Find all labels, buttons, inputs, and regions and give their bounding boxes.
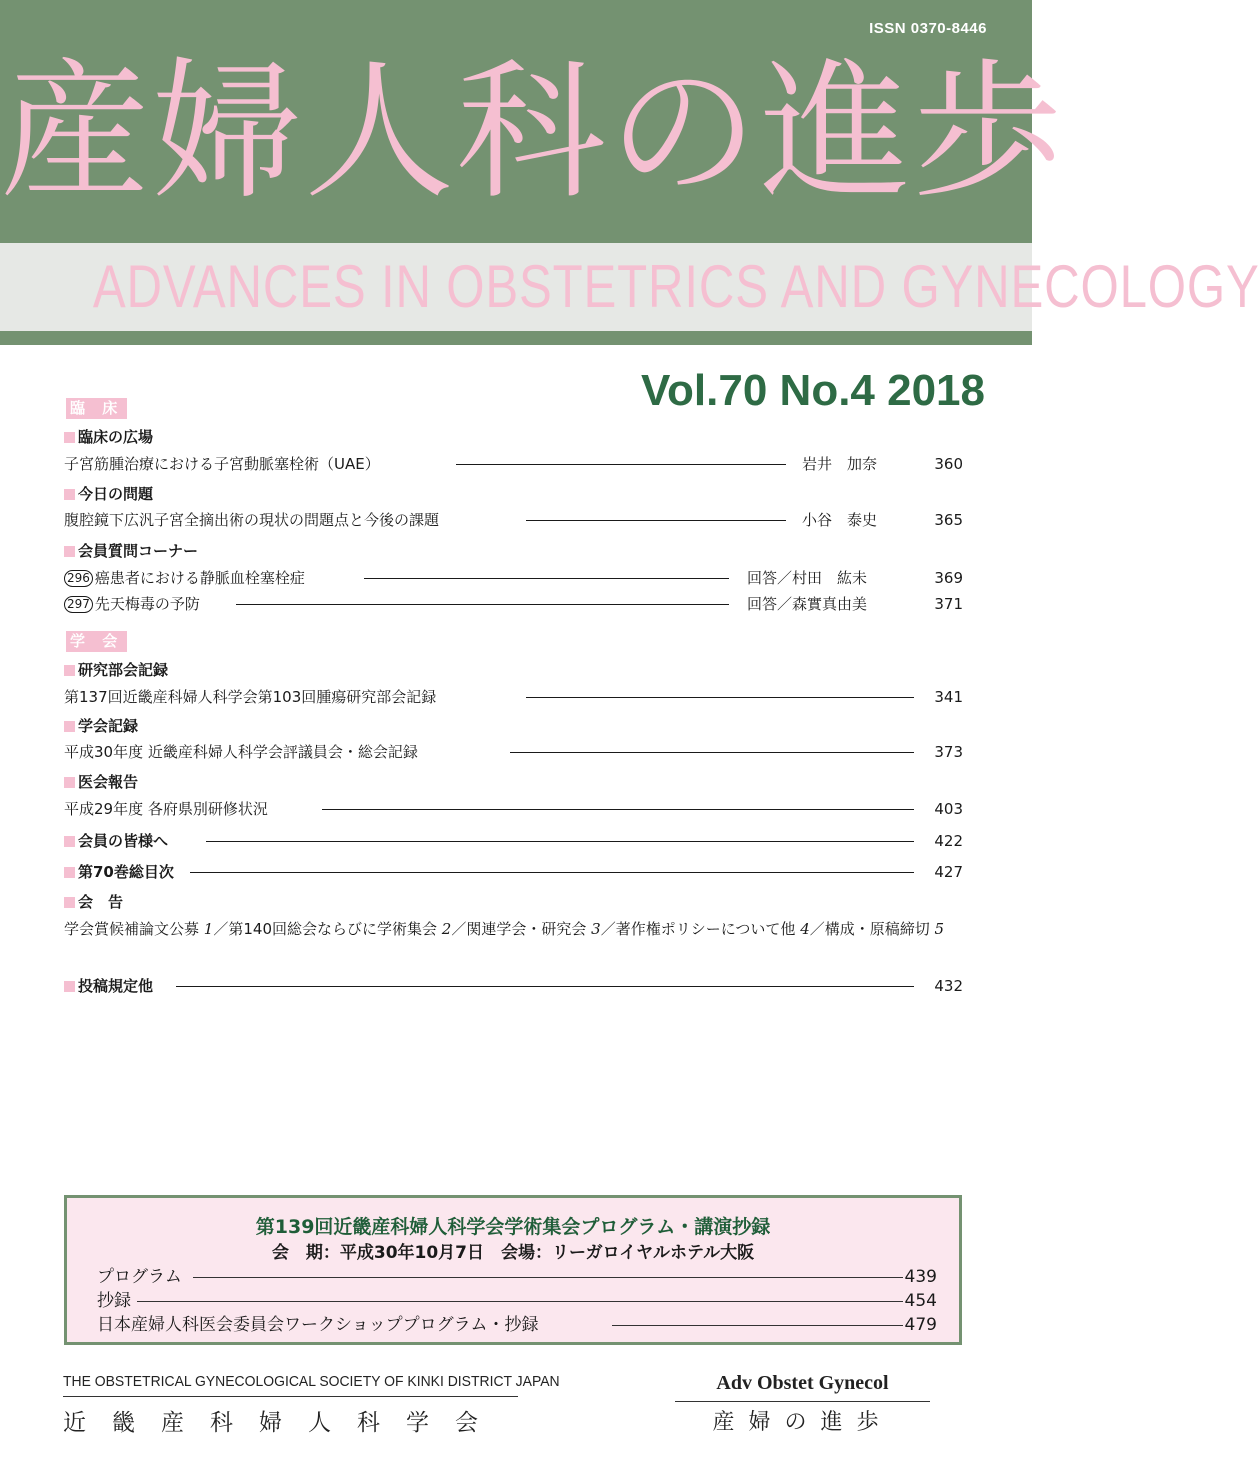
leader-line [526,697,914,698]
entry-page: 371 [934,595,963,613]
volume-info: Vol.70 No.4 2018 [640,366,985,415]
category-society: 学 会 [66,631,127,652]
toc-entry[interactable] [64,742,963,762]
entry-page: 403 [934,800,963,818]
leader-line [190,872,914,873]
society-name-en: THE OBSTETRICAL GYNECOLOGICAL SOCIETY OF KINKI DISTRICT JAPAN [63,1373,560,1390]
toc-entry[interactable] [64,454,963,474]
leader-line [364,578,729,579]
question-number: 296 [64,570,93,587]
entry-title: 平成29年度 各府県別研修状況 [64,800,268,818]
toc-entry[interactable] [64,862,963,882]
notice-item[interactable]: 第140回総会ならびに学術集会 2 [228,920,452,938]
square-bullet-icon [64,897,75,908]
section-heading: 学会記録 [64,716,138,736]
toc-entry[interactable] [64,594,963,614]
issn: ISSN 0370-8446 [869,20,987,37]
journal-title-jp: 産婦人科の進歩 [0,46,1065,220]
leader-line [612,1325,903,1326]
english-title-band [0,243,1260,331]
entry-title: 第70巻総目次 [64,862,174,882]
notices-list: 学会賞候補論文公募 1／第140回総会ならびに学術集会 2／関連学会・研究会 3／著作権ポリシーについて他 4／構成・原稿締切 5 [64,920,945,938]
section-heading: 研究部会記録 [64,660,168,680]
leader-line [236,604,729,605]
journal-abbreviation-en: Adv Obstet Gynecol [716,1372,889,1394]
program-item[interactable] [97,1266,937,1288]
entry-title: 腹腔鏡下広汎子宮全摘出術の現状の問題点と今後の課題 [64,511,440,529]
divider [63,1396,518,1397]
square-bullet-icon [64,777,75,788]
leader-line [322,809,914,810]
program-item-page: 479 [904,1315,937,1335]
leader-line [510,752,914,753]
square-bullet-icon [64,546,75,557]
entry-title: 平成30年度 近畿産科婦人科学会評議員会・総会記録 [64,743,418,761]
entry-page: 373 [934,743,963,761]
toc-entry[interactable] [64,976,963,996]
toc-entry[interactable] [64,568,963,588]
entry-page: 360 [934,455,963,473]
journal-title-en: ADVANCES IN OBSTETRICS AND GYNECOLOGY [92,253,1260,320]
entry-page: 422 [934,832,963,850]
entry-title: 子宮筋腫治療における子宮動脈塞栓術（UAE） [64,455,380,473]
notice-item[interactable]: 学会賞候補論文公募 1 [64,920,214,938]
notice-item[interactable]: 関連学会・研究会 3 [466,920,601,938]
entry-title: 会員の皆様へ [64,831,168,851]
square-bullet-icon [64,432,75,443]
entry-title: 投稿規定他 [64,976,153,996]
square-bullet-icon [64,489,75,500]
section-heading: 会 告 [64,892,123,912]
entry-page: 365 [934,511,963,529]
section-heading: 会員質問コーナー [64,541,198,561]
entry-page: 427 [934,863,963,881]
journal-abbreviation-jp: 産婦の進歩 [712,1410,893,1435]
square-bullet-icon [64,867,75,878]
program-item-title: 日本産婦人科医会委員会ワークショッププログラム・抄録 [97,1315,539,1335]
program-item[interactable] [97,1290,937,1312]
divider [675,1401,930,1402]
program-item-page: 439 [904,1267,937,1287]
section-heading: 医会報告 [64,772,138,792]
toc-entry[interactable] [64,799,963,819]
toc-entry[interactable] [64,687,963,707]
section-heading: 臨床の広場 [64,427,153,447]
toc-entry[interactable] [64,831,963,851]
square-bullet-icon [64,665,75,676]
divider-strip [0,331,1032,345]
entry-title: 297 先天梅毒の予防 [64,594,200,614]
toc-entry[interactable] [64,510,963,530]
program-item-title: プログラム [97,1267,182,1287]
program-title: 第139回近畿産科婦人科学会学術集会プログラム・講演抄録 [255,1216,771,1238]
entry-page: 341 [934,688,963,706]
program-subtitle: 会 期：平成30年10月7日 会場：リーガロイヤルホテル大阪 [271,1243,755,1263]
entry-title: 296 癌患者における静脈血栓塞栓症 [64,568,305,588]
entry-author: 岩井 加奈 [802,455,878,473]
section-heading: 今日の問題 [64,484,153,504]
program-item[interactable] [97,1314,937,1336]
program-item-page: 454 [904,1291,937,1311]
leader-line [526,520,786,521]
question-number: 297 [64,596,93,613]
program-box [64,1195,962,1345]
entry-author: 回答／村田 紘未 [747,569,868,587]
leader-line [137,1301,903,1302]
entry-title: 第137回近畿産科婦人科学会第103回腫瘍研究部会記録 [64,688,437,706]
leader-line [176,986,914,987]
category-clinical: 臨 床 [66,398,127,419]
notice-item[interactable]: 著作権ポリシーについて他 4 [615,920,810,938]
entry-page: 369 [934,569,963,587]
society-name-jp: 近畿産科婦人科学会 [63,1410,504,1436]
notice-item[interactable]: 構成・原稿締切 5 [824,920,945,938]
leader-line [456,464,786,465]
square-bullet-icon [64,836,75,847]
square-bullet-icon [64,721,75,732]
leader-line [193,1277,903,1278]
entry-author: 回答／森實真由美 [747,595,868,613]
leader-line [206,841,914,842]
square-bullet-icon [64,981,75,992]
entry-page: 432 [934,977,963,995]
program-item-title: 抄録 [97,1291,131,1311]
entry-author: 小谷 泰史 [802,511,878,529]
cover-header [0,0,1065,243]
